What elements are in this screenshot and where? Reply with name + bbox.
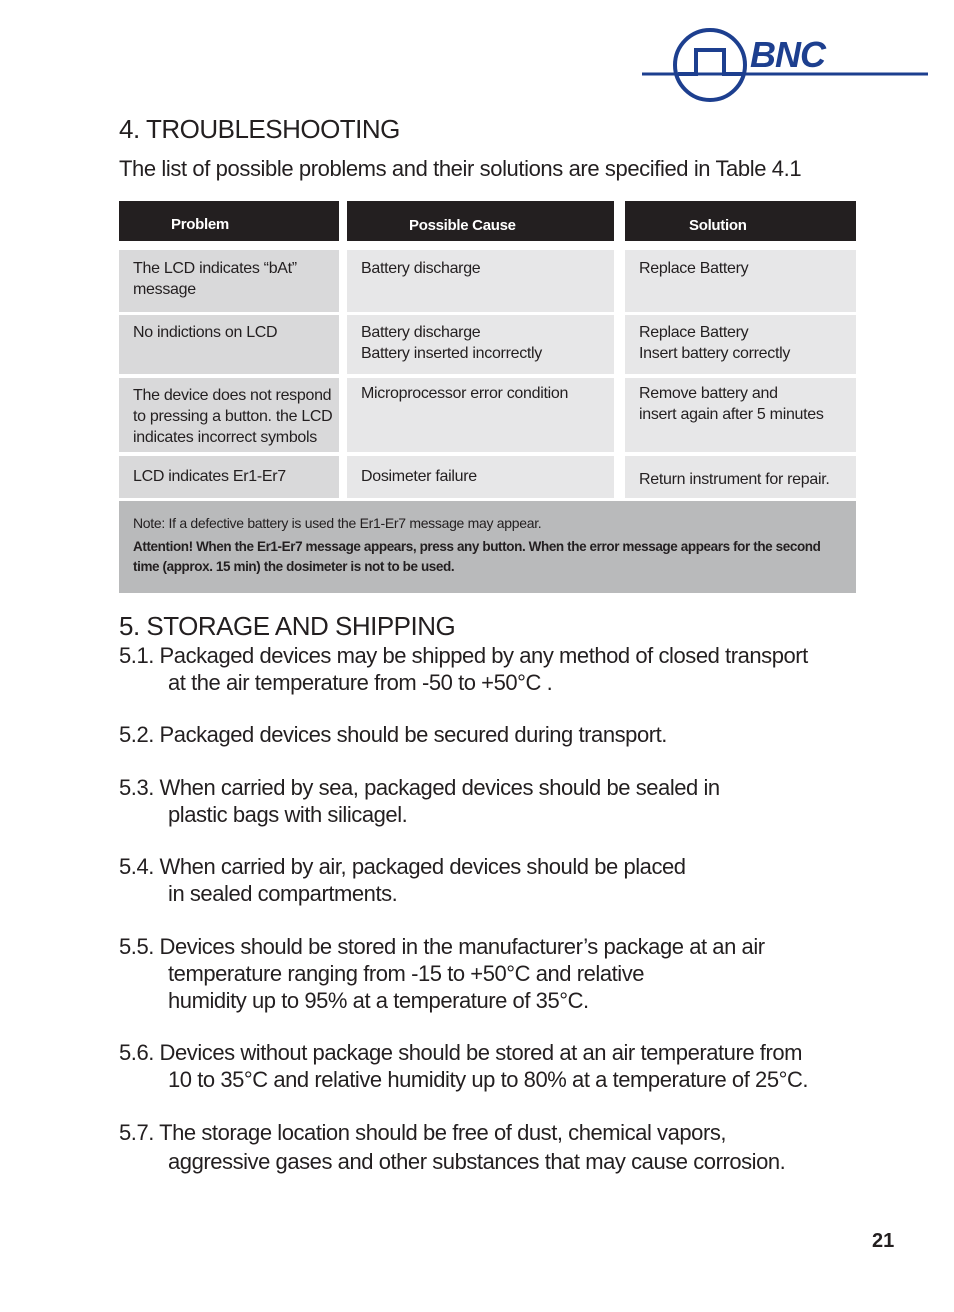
table-note-box [119,501,856,593]
list-item-5-7: 5.7. The storage location should be free of dust, chemical vapors, aggressive gases and other substances that may cause corrosion. [119,1120,786,1174]
list-item-5-2: 5.2. Packaged devices should be secured during transport. [119,722,667,747]
list-item-5-3: 5.3. When carried by sea, packaged devices should be sealed in plastic bags with silicagel. [119,775,720,827]
table-row-4-cause: Dosimeter failure [347,456,614,498]
table-row-2-solution: Replace Battery Insert battery correctly [625,315,856,374]
table-row-3-solution: Remove battery and insert again after 5 minutes [625,378,856,452]
table-row-3-cause: Microprocessor error condition [347,378,614,452]
table-row-1-cause: Battery discharge [347,250,614,312]
header-solution: Solution [625,201,856,241]
table-row-2-problem: No indictions on LCD [119,315,339,374]
bnc-logo [640,26,930,106]
table-row-1-problem: The LCD indicates “bAt” message [119,250,339,312]
note-text: Note: If a defective battery is used the Er1-Er7 message may appear. [133,515,542,531]
attention-text: Attention! When the Er1-Er7 message appears, press any button. When the error message appears for the second time (approx. 15 min) the dosimeter is not to be used. [133,539,821,574]
header-problem: Problem [119,201,339,241]
page-number: 21 [872,1230,895,1252]
table-row-4-solution: Return instrument for repair. [625,456,856,498]
list-item-5-5: 5.5. Devices should be stored in the manufacturer’s package at an air temperature ranging from -15 to +50°C and relative humidity up to 95% at a temperature of 35°C. [119,934,765,1013]
table-row-1-solution: Replace Battery [625,250,856,312]
section-5-title: 5. STORAGE AND SHIPPING [119,611,456,641]
table-row-3-problem: The device does not respond to pressing a button. the LCD indicates incorrect symbols [119,378,339,452]
logo-text: BNC [750,34,825,75]
list-item-5-4: 5.4. When carried by air, packaged devices should be placed in sealed compartments. [119,854,686,906]
list-item-5-1: 5.1. Packaged devices may be shipped by any method of closed transport at the air temperature from -50 to +50°C . [119,643,808,695]
table-row-2-cause: Battery discharge Battery inserted incorrectly [347,315,614,374]
header-possible-cause: Possible Cause [347,201,614,241]
table-row-4-problem: LCD indicates Er1-Er7 [119,456,339,498]
list-item-5-6: 5.6. Devices without package should be stored at an air temperature from 10 to 35°C and relative humidity up to 80% at a temperature of 25°C. [119,1040,809,1092]
section-4-title: 4. TROUBLESHOOTING [119,114,400,144]
section-4-intro: The list of possible problems and their solutions are specified in Table 4.1 [119,156,802,181]
